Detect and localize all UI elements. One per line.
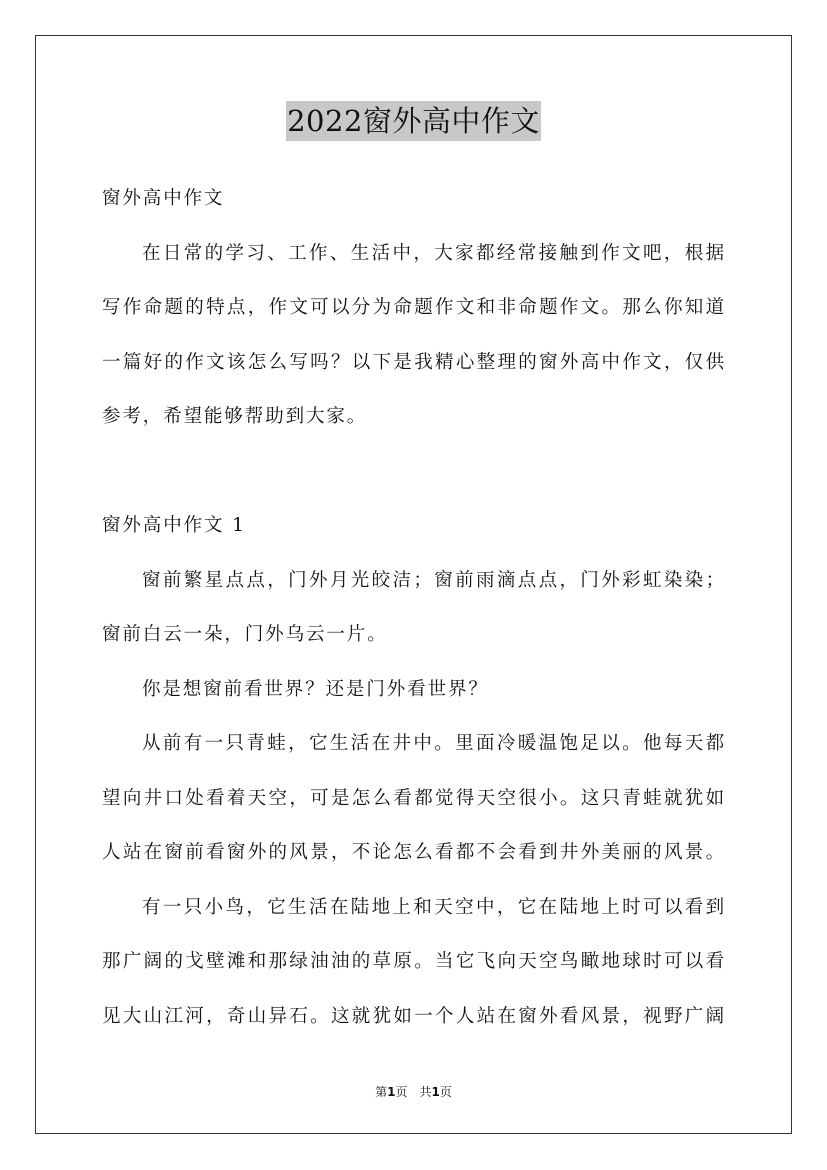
text-line: 一篇好的作文该怎么写吗？以下是我精心整理的窗外高中作文，仅供 [102,351,726,373]
text-line: 窗外高中作文 [102,188,225,209]
document-title: 2022窗外高中作文 [286,101,541,141]
text-line: 望向井口处看着天空，可是怎么看都觉得天空很小。这只青蛙就犹如 [102,787,726,809]
paragraph-gap [102,445,726,500]
text-line: 窗前繁星点点，门外月光皎洁；窗前雨滴点点，门外彩虹染染； [142,569,726,591]
title-container [0,101,827,141]
footer-page-total: 1 [431,1085,440,1099]
page-footer [0,1083,827,1100]
text-line: 见大山江河，奇山异石。这就犹如一个人站在窗外看风景，视野广阔 [102,1005,726,1027]
footer-prefix: 第 [375,1085,388,1099]
text-line: 在日常的学习、工作、生活中，大家都经常接触到作文吧，根据 [142,242,726,264]
footer-page-number: 1 [387,1085,396,1099]
text-line: 写作命题的特点，作文可以分为命题作文和非命题作文。那么你知道 [102,297,726,318]
text-line: 窗外高中作文 1 [102,515,246,536]
text-line: 参考，希望能够帮助到大家。 [102,406,368,427]
text-line: 窗前白云一朵，门外乌云一片。 [102,624,388,645]
text-line: 你是想窗前看世界？还是门外看世界？ [142,678,489,700]
text-line: 人站在窗前看窗外的风景，不论怎么看都不会看到井外美丽的风景。 [102,842,726,863]
text-line: 从前有一只青蛙，它生活在井中。里面冷暖温饱足以。他每天都 [142,733,726,754]
document-body [102,172,726,1044]
text-line: 那广阔的戈壁滩和那绿油油的草原。当它飞向天空鸟瞰地球时可以看 [102,951,726,972]
footer-suffix: 页 [439,1085,452,1099]
text-line: 有一只小鸟，它生活在陆地上和天空中，它在陆地上时可以看到 [142,896,726,918]
footer-mid: 页 共 [395,1085,432,1099]
